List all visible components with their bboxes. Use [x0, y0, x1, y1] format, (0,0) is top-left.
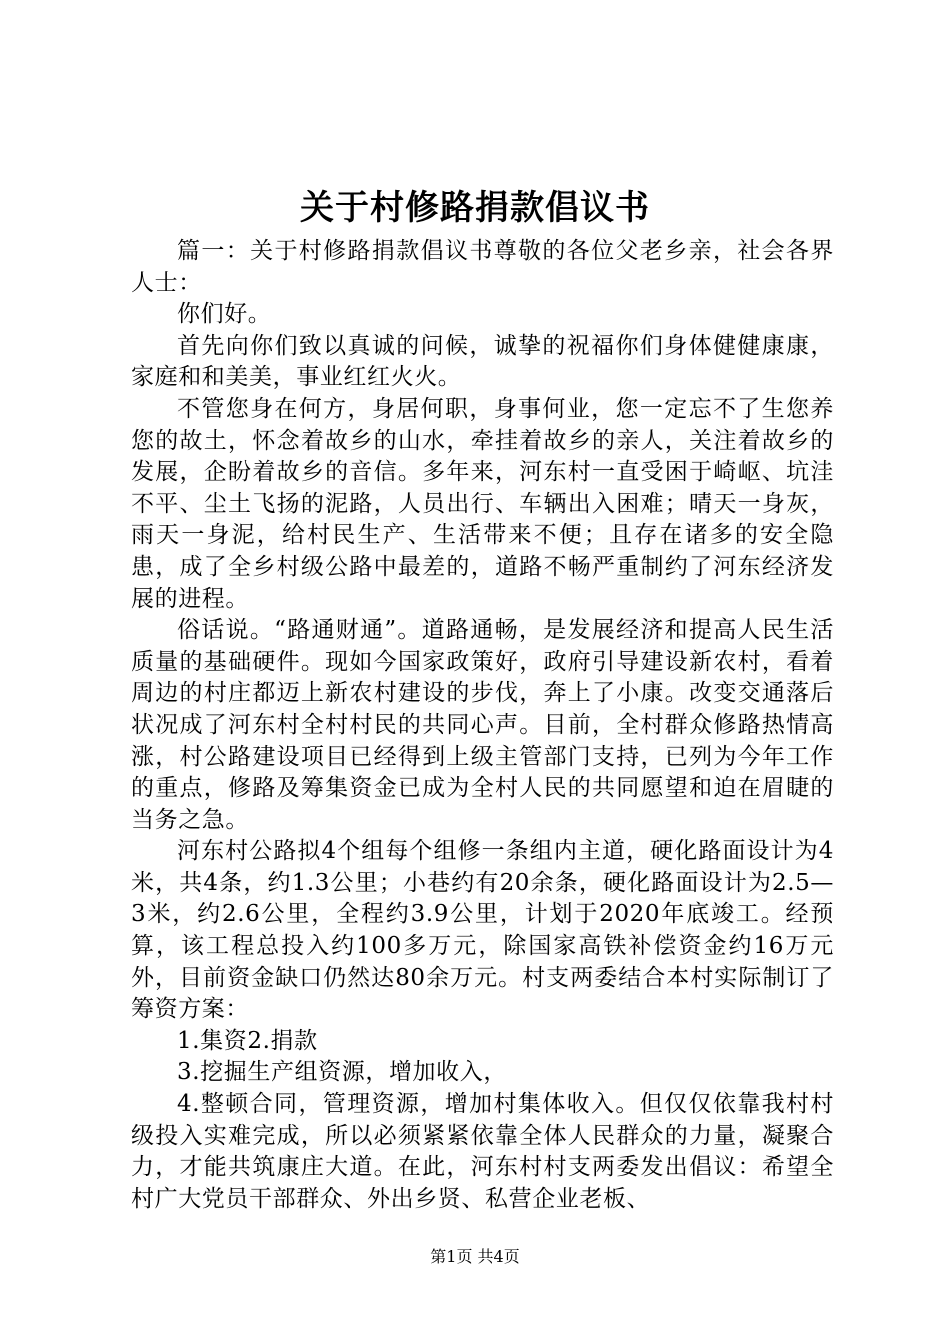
paragraph: 1.集资2.捐款 [177, 1027, 318, 1054]
page-number-footer: 第1页 共4页 [430, 1247, 520, 1266]
paragraph: 篇一：关于村修路捐款倡议书尊敬的各位父老乡亲，社会各界人士： [131, 238, 834, 296]
document-body [131, 236, 834, 1215]
document-title: 关于村修路捐款倡议书 [300, 188, 650, 228]
paragraph: 你们好。 [177, 301, 272, 328]
paragraph: 不管您身在何方，身居何职，身事何业，您一定忘不了生您养您的故土，怀念着故乡的山水，牵挂着故乡的亲人，关注着故乡的发展，企盼着故乡的音信。多年来，河东村一直受困于崎岖、坑洼不平、尘土飞扬的泥路，人员出行、车辆出入困难；晴天一身灰，雨天一身泥，给村民生产、生活带来不便；且存在诸多的安全隐患，成了全乡村级公路中最差的，道路不畅严重制约了河东经济发展的进程。 [131, 395, 834, 612]
paragraph: 4.整顿合同，管理资源，增加村集体收入。但仅仅依靠我村村级投入实难完成，所以必须紧紧依靠全体人民群众的力量，凝聚合力，才能共筑康庄大道。在此，河东村村支两委发出倡议：希望全村广大党员干部群众、外出乡贤、私营企业老板、 [131, 1091, 834, 1212]
paragraph: 河东村公路拟4个组每个组修一条组内主道，硬化路面设计为4米，共4条，约1.3公里；小巷约有20余条，硬化路面设计为2.5—3米，约2.6公里，全程约3.9公里，计划于2020年底竣工。经预算，该工程总投入约100多万元，除国家高铁补偿资金约16万元外，目前资金缺口仍然达80余万元。村支两委结合本村实际制订了筹资方案： [131, 838, 834, 1023]
paragraph: 首先向你们致以真诚的问候，诚挚的祝福你们身体健健康康，家庭和和美美，事业红红火火。 [131, 332, 834, 391]
paragraph: 俗话说。“路通财通”。道路通畅，是发展经济和提高人民生活质量的基础硬件。现如今国家政策好，政府引导建设新农村，看着周边的村庄都迈上新农村建设的步伐，奔上了小康。改变交通落后状况成了河东村全村村民的共同心声。目前，全村群众修路热情高涨，村公路建设项目已经得到上级主管部门支持，已列为今年工作的重点，修路及筹集资金已成为全村人民的共同愿望和迫在眉睫的当务之急。 [131, 617, 834, 833]
paragraph: 3.挖掘生产组资源，增加收入， [177, 1059, 507, 1086]
